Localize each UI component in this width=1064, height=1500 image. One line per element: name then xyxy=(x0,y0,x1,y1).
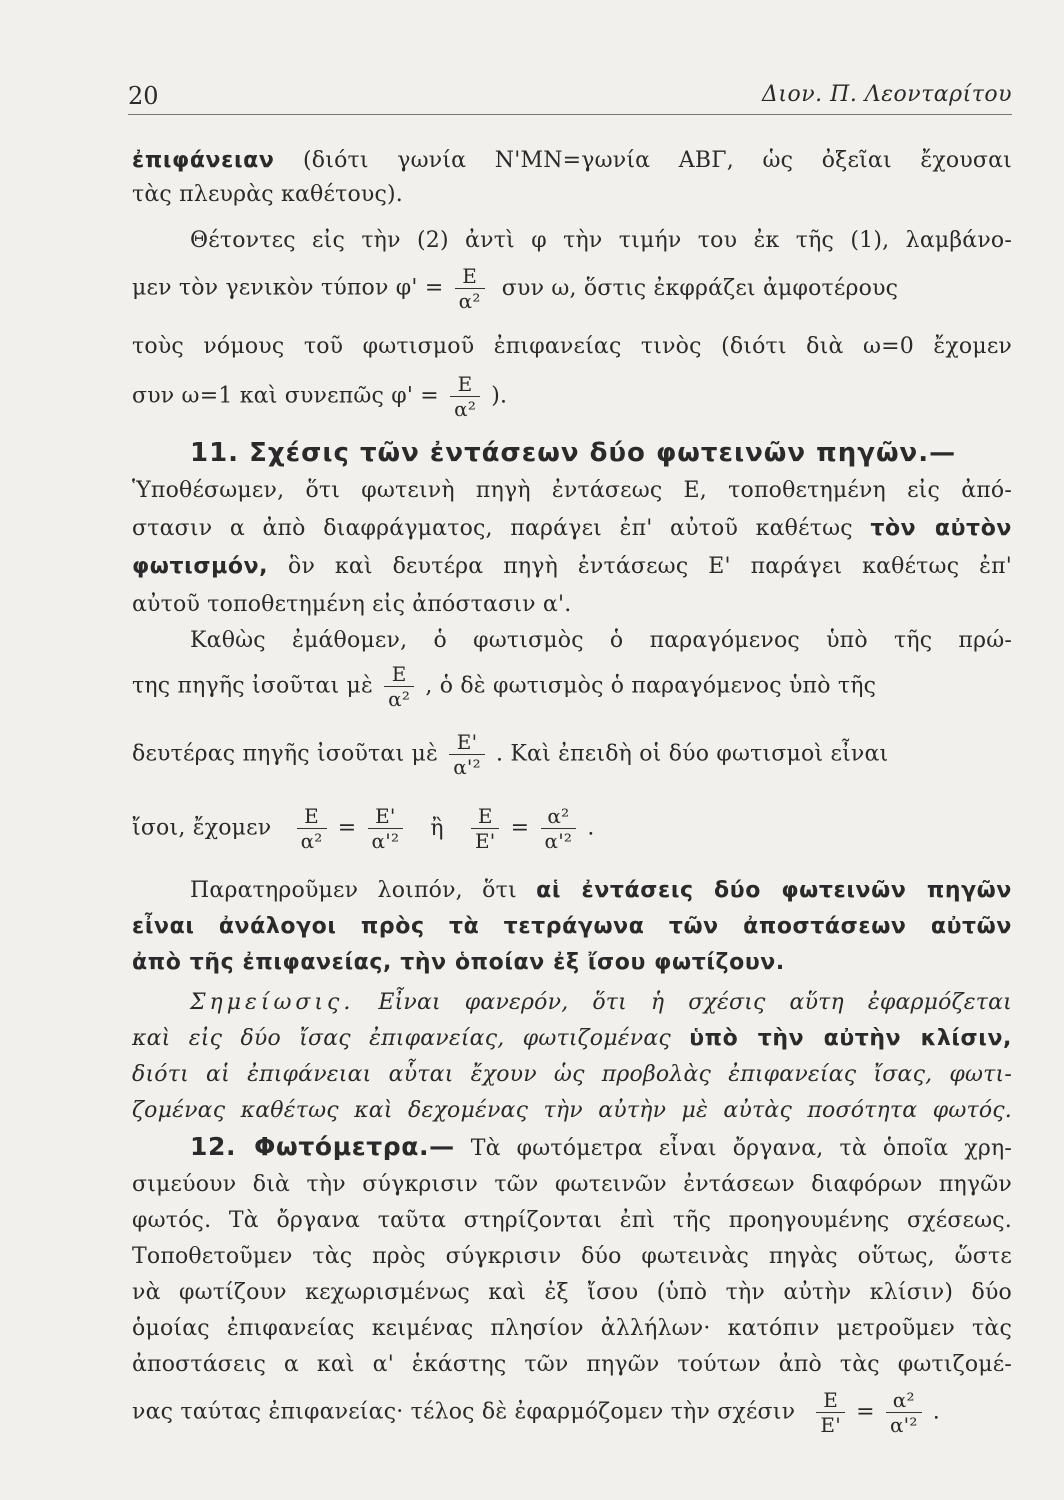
equals-sign: = xyxy=(510,815,530,841)
text-line xyxy=(190,1132,1012,1164)
text-span: νας ταύτας ἐπιφανείας· τέλος δὲ ἐφαρμόζομεν τὴν σχέσιν xyxy=(132,1399,796,1425)
equals-sign: = xyxy=(337,815,357,841)
bold-term: αἱ ἐντάσεις δύο φωτεινῶν πηγῶν xyxy=(536,878,1012,903)
text-span: . xyxy=(932,1399,940,1425)
denominator: α'² xyxy=(371,829,400,853)
formula-line xyxy=(132,372,1012,421)
numerator: Ε xyxy=(455,264,485,289)
text-line xyxy=(132,514,1012,544)
text-line: Τοποθετοῦμεν τὰς πρὸς σύγκρισιν δύο φωτεινὰς πηγὰς οὕτως, ὥστε xyxy=(132,1244,1012,1269)
fraction xyxy=(886,1388,922,1437)
fraction xyxy=(455,264,485,313)
bold-term: φωτισμόν, xyxy=(132,554,269,579)
fraction xyxy=(297,804,327,853)
formula-line xyxy=(132,264,1012,313)
numerator: Ε xyxy=(450,372,480,397)
formula-line xyxy=(132,804,1012,853)
text-span: Παρατηροῦμεν λοιπόν, ὅτι xyxy=(190,878,537,903)
numerator: Ε xyxy=(384,662,414,687)
numerator: Ε' xyxy=(368,804,404,829)
bold-term: ἐπιφάνειαν xyxy=(132,148,275,173)
or-word: ἢ xyxy=(430,815,444,841)
numerator: Ε xyxy=(297,804,327,829)
text-line: τοὺς νόμους τοῦ φωτισμοῦ ἐπιφανείας τινὸς (διότι διὰ ω=0 ἔχομεν xyxy=(132,334,1012,359)
text-span: στασιν α ἀπὸ διαφράγματος, παράγει ἐπ' αὐτοῦ καθέτως xyxy=(132,516,871,541)
equals-sign: = xyxy=(856,1399,875,1425)
fraction xyxy=(384,662,414,711)
text-line xyxy=(132,146,1012,176)
numerator: α² xyxy=(541,804,577,829)
text-line: σιμεύουν διὰ τὴν σύγκρισιν τῶν φωτεινῶν ἐντάσεων διαφόρων πηγῶν xyxy=(132,1172,1012,1197)
bold-term: τὸν αὐτὸν xyxy=(870,516,1013,541)
page-number: 20 xyxy=(128,82,159,110)
text-span: , ὁ δὲ φωτισμὸς ὁ παραγόμενος ὑπὸ τῆς xyxy=(425,673,877,699)
note-line xyxy=(132,1024,1012,1054)
section-heading-11: 11. Σχέσις τῶν ἐντάσεων δύο φωτεινῶν πηγῶν.— xyxy=(190,438,957,468)
note-line: ζομένας καθέτως καὶ δεχομένας τὴν αὐτὴν μὲ αὐτὰς ποσότητα φωτός. xyxy=(132,1098,1012,1123)
text-line xyxy=(190,876,1012,906)
note-label: Σημείωσις. xyxy=(190,990,355,1015)
denominator: α'² xyxy=(889,1413,918,1437)
bold-term: ὑπὸ τὴν αὐτὴν κλίσιν, xyxy=(689,1026,1012,1051)
denominator: α'² xyxy=(453,755,481,779)
text-line: αὐτοῦ τοποθετημένη εἰς ἀπόστασιν α'. xyxy=(132,592,572,617)
fraction xyxy=(368,804,404,853)
text-span: της πηγῆς ἰσοῦται μὲ xyxy=(132,673,373,699)
numerator: Ε xyxy=(816,1388,845,1413)
denominator: Ε' xyxy=(474,829,496,853)
text-span: συν ω, ὅστις ἐκφράζει ἀμφοτέρους xyxy=(501,275,899,301)
text-span: . xyxy=(587,815,595,841)
denominator: α² xyxy=(458,289,481,313)
text-line xyxy=(132,552,1012,582)
fraction xyxy=(816,1388,845,1437)
page-header xyxy=(128,78,1012,115)
bold-term: εἶναι ἀνάλογοι πρὸς τὰ τετράγωνα τῶν ἀποστάσεων αὐτῶν xyxy=(132,914,1012,939)
note-line: διότι αἱ ἐπιφάνειαι αὗται ἔχουν ὡς προβολὰς ἐπιφανείας ἴσας, φωτι- xyxy=(132,1062,1012,1087)
text-line: Καθὼς ἐμάθομεν, ὁ φωτισμὸς ὁ παραγόμενος ὑπὸ τῆς πρώ- xyxy=(190,628,1012,653)
text-span: (διότι γωνία Ν'ΜΝ=γωνία ΑΒΓ, ὡς ὀξεῖαι ἔχουσαι xyxy=(274,148,1012,173)
text-line xyxy=(132,912,1012,942)
text-span: ὃν καὶ δευτέρα πηγὴ ἐντάσεως Ε' παράγει καθέτως ἐπ' xyxy=(268,554,1012,579)
text-line: Ὑποθέσωμεν, ὅτι φωτεινὴ πηγὴ ἐντάσεως Ε, τοποθετημένη εἰς ἀπό- xyxy=(132,478,1012,503)
fraction xyxy=(450,372,480,421)
text-span: ). xyxy=(491,383,508,409)
text-span: . Καὶ ἐπειδὴ οἱ δύο φωτισμοὶ εἶναι xyxy=(496,741,889,767)
fraction xyxy=(471,804,500,853)
text-line: φωτός. Τὰ ὄργανα ταῦτα στηρίζονται ἐπὶ τῆς προηγουμένης σχέσεως. xyxy=(132,1208,1012,1233)
fraction xyxy=(541,804,577,853)
text-span: Τὰ φωτόμετρα εἶναι ὄργανα, τὰ ὁποῖα χρη- xyxy=(454,1136,1012,1161)
formula-line xyxy=(132,662,1012,711)
numerator: Ε' xyxy=(449,730,485,755)
text-span: ἴσοι, ἔχομεν xyxy=(132,815,272,841)
bold-term: ἀπὸ τῆς ἐπιφανείας, τὴν ὁποίαν ἐξ ἴσου φωτίζουν. xyxy=(132,950,785,975)
text-span: Εἶναι φανερόν, ὅτι ἡ σχέσις αὕτη ἐφαρμόζεται xyxy=(354,990,1012,1015)
text-line: ἀποστάσεις α καὶ α' ἑκάστης τῶν πηγῶν τούτων ἀπὸ τὰς φωτιζομέ- xyxy=(132,1352,1012,1377)
numerator: Ε xyxy=(471,804,500,829)
fraction xyxy=(449,730,485,779)
text-span: δευτέρας πηγῆς ἰσοῦται μὲ xyxy=(132,741,438,767)
denominator: Ε' xyxy=(820,1413,841,1437)
denominator: α² xyxy=(454,397,477,421)
text-line: Θέτοντες εἰς τὴν (2) ἀντὶ φ τὴν τιμήν του ἐκ τῆς (1), λαμβάνο- xyxy=(190,228,1012,253)
running-head-author: Διον. Π. Λεονταρίτου xyxy=(762,82,1012,107)
numerator: α² xyxy=(886,1388,922,1413)
text-line xyxy=(132,948,1012,978)
formula-line xyxy=(132,1388,1012,1437)
denominator: α² xyxy=(300,829,323,853)
text-span: καὶ εἰς δύο ἴσας ἐπιφανείας, φωτιζομένας xyxy=(132,1026,690,1051)
denominator: α'² xyxy=(544,829,573,853)
text-span: συν ω=1 καὶ συνεπῶς φ' = xyxy=(132,383,439,409)
text-line: τὰς πλευρὰς καθέτους). xyxy=(132,182,403,207)
note-line xyxy=(190,988,1012,1018)
formula-line xyxy=(132,730,1012,779)
text-line: ὁμοίας ἐπιφανείας κειμένας πλησίον ἀλλήλων· κατόπιν μετροῦμεν τὰς xyxy=(132,1316,1012,1341)
denominator: α² xyxy=(388,687,411,711)
text-line: νὰ φωτίζουν κεχωρισμένως καὶ ἐξ ἴσου (ὑπὸ τὴν αὐτὴν κλίσιν) δύο xyxy=(132,1280,1012,1305)
text-span: μεν τὸν γενικὸν τύπον φ' = xyxy=(132,275,444,301)
section-heading-12: 12. Φωτόμετρα.— xyxy=(190,1132,455,1161)
